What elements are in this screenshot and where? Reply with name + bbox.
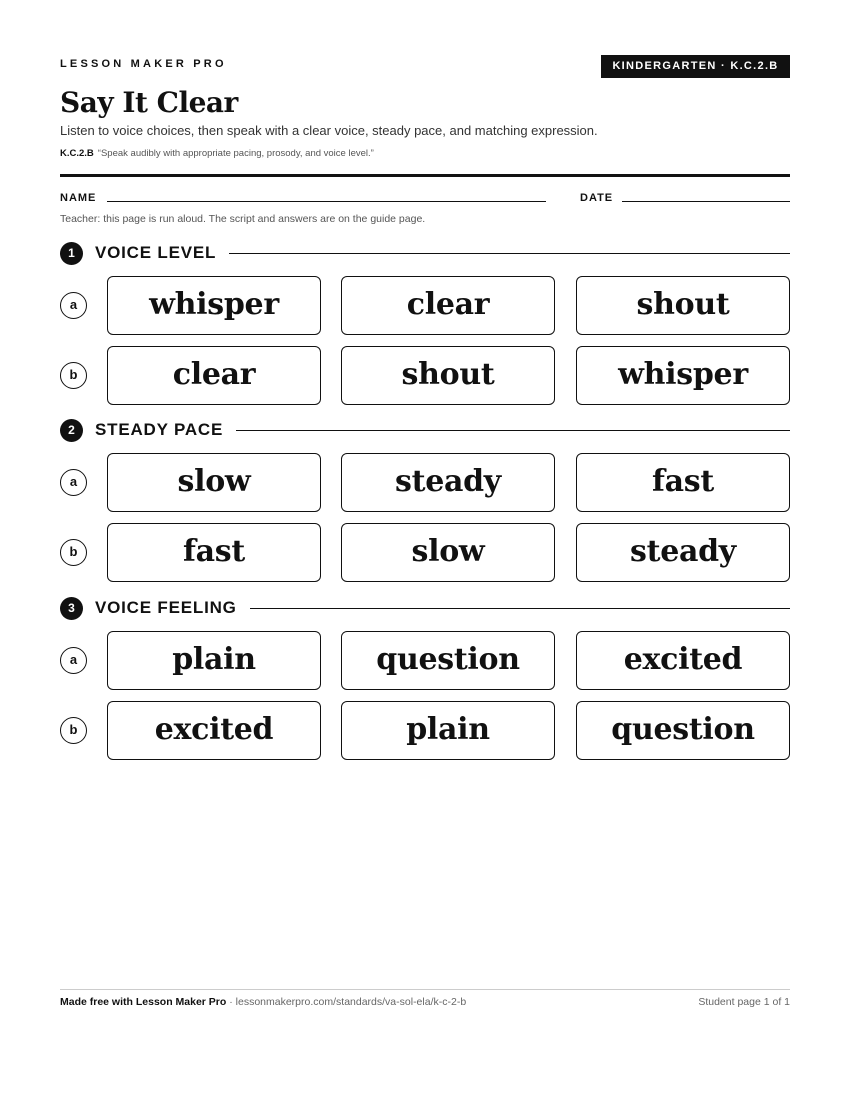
header-divider: [60, 174, 790, 177]
word-choice-box[interactable]: question: [576, 701, 790, 760]
name-label: NAME: [60, 192, 97, 204]
word-choice-box[interactable]: excited: [107, 701, 321, 760]
word-choice-box[interactable]: plain: [341, 701, 555, 760]
word-choice-box[interactable]: clear: [341, 276, 555, 335]
word-choice-box[interactable]: plain: [107, 631, 321, 690]
section-rule: [250, 608, 790, 609]
section-number: 1: [60, 242, 83, 265]
word-choice-box[interactable]: steady: [341, 453, 555, 512]
word-choice-box[interactable]: excited: [576, 631, 790, 690]
date-field[interactable]: [622, 201, 790, 202]
section-title: STEADY PACE: [95, 420, 224, 439]
section-voice-feeling: [60, 596, 790, 620]
date-label: DATE: [580, 192, 614, 204]
word-choice-box[interactable]: question: [341, 631, 555, 690]
word-choice-box[interactable]: whisper: [107, 276, 321, 335]
section-title: VOICE LEVEL: [95, 243, 217, 262]
page-title: Say It Clear: [60, 86, 238, 119]
page-number: Student page 1 of 1: [698, 996, 790, 1008]
row-label: b: [60, 362, 87, 389]
word-choice-box[interactable]: steady: [576, 523, 790, 582]
item-row: [60, 631, 790, 691]
standard-line: [60, 148, 374, 159]
section-title: VOICE FEELING: [95, 598, 237, 617]
row-label: b: [60, 717, 87, 744]
footer-url[interactable]: lessonmakerpro.com/standards/va-sol-ela/k-c-2-b: [235, 996, 467, 1008]
item-row: [60, 346, 790, 406]
section-steady-pace: [60, 418, 790, 442]
section-rule: [229, 253, 790, 254]
word-choice-box[interactable]: shout: [341, 346, 555, 405]
row-label: a: [60, 647, 87, 674]
item-row: [60, 523, 790, 583]
word-choice-box[interactable]: shout: [576, 276, 790, 335]
name-field[interactable]: [107, 201, 546, 202]
row-label: a: [60, 292, 87, 319]
section-voice-level: [60, 241, 790, 265]
section-number: 2: [60, 419, 83, 442]
item-row: [60, 453, 790, 513]
word-choice-box[interactable]: whisper: [576, 346, 790, 405]
word-choice-box[interactable]: fast: [576, 453, 790, 512]
word-choice-box[interactable]: clear: [107, 346, 321, 405]
brand-wordmark: LESSON MAKER PRO: [60, 58, 227, 70]
word-choice-box[interactable]: slow: [107, 453, 321, 512]
item-row: [60, 276, 790, 336]
word-choice-box[interactable]: slow: [341, 523, 555, 582]
page-subtitle: Listen to voice choices, then speak with a clear voice, steady pace, and matching expression.: [60, 123, 598, 138]
teacher-note: Teacher: this page is run aloud. The script and answers are on the guide page.: [60, 213, 426, 225]
section-number: 3: [60, 597, 83, 620]
footer-divider: [60, 989, 790, 990]
item-row: [60, 701, 790, 761]
row-label: a: [60, 469, 87, 496]
section-rule: [236, 430, 790, 431]
footer-brand: Made free with Lesson Maker Pro: [60, 996, 227, 1008]
standard-code: K.C.2.B: [60, 148, 94, 159]
standard-text: “Speak audibly with appropriate pacing, prosody, and voice level.”: [97, 148, 374, 159]
row-label: b: [60, 539, 87, 566]
grade-badge: KINDERGARTEN · K.C.2.B: [601, 55, 790, 78]
footer-separator: ·: [226, 996, 236, 1008]
word-choice-box[interactable]: fast: [107, 523, 321, 582]
footer-credit: [60, 996, 466, 1008]
